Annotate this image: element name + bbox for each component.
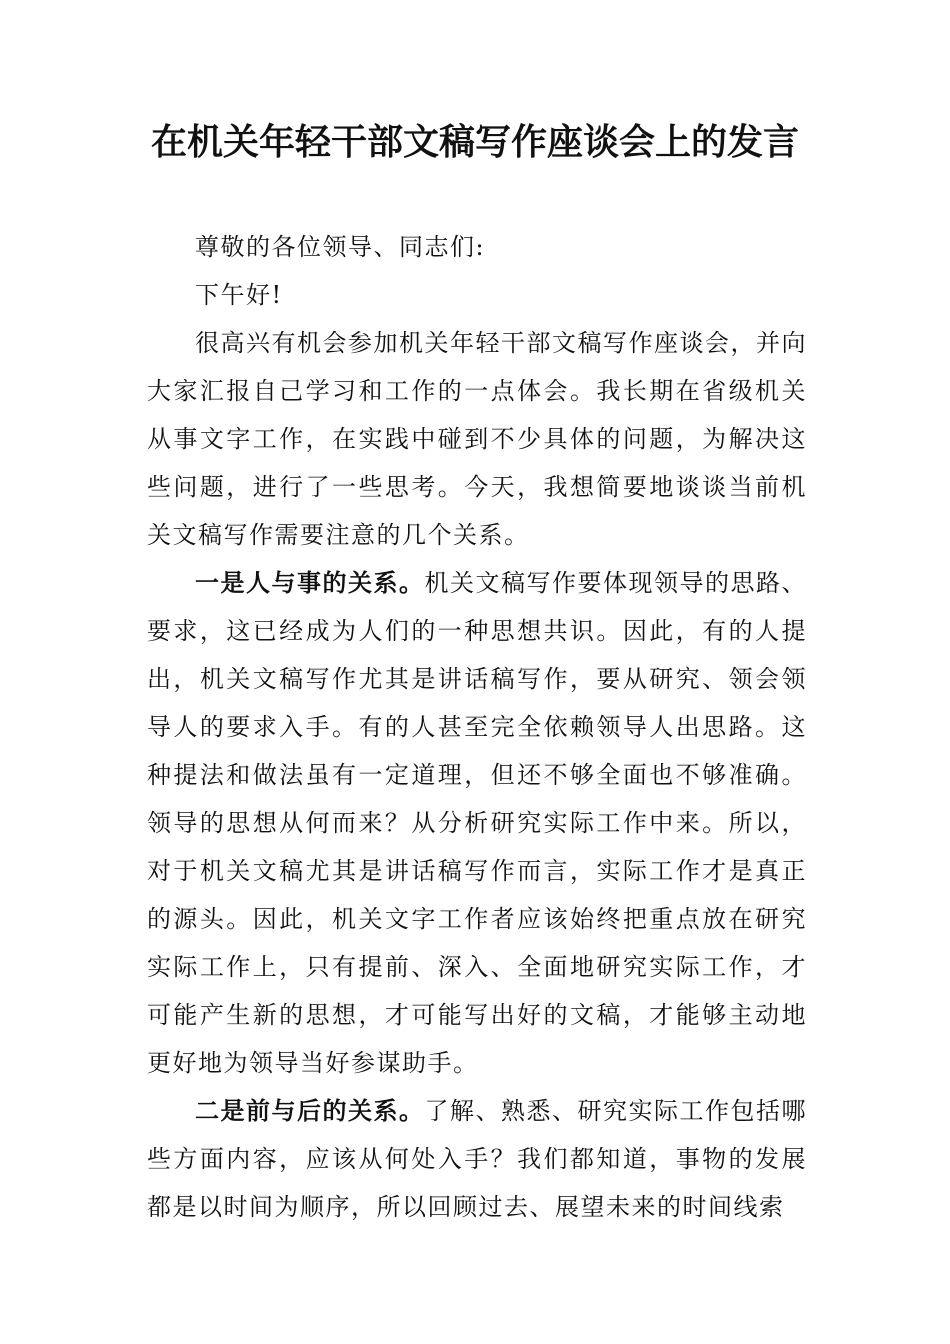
section-paragraph-2 xyxy=(147,1087,807,1231)
section-text-1: 机关文稿写作要体现领导的思路、要求，这已经成为人们的一种思想共识。因此，有的人提出，机关文稿写作尤其是讲话稿写作，要从研究、领会领导人的要求入手。有的人甚至完全依赖领导人出思路。这种提法和做法虽有一定道理，但还不够全面也不够准确。领导的思想从何而来？从分析研究实际工作中来。所以，对于机关文稿尤其是讲话稿写作而言，实际工作才是真正的源头。因此，机关文字工作者应该始终把重点放在研究实际工作上，只有提前、深入、全面地研究实际工作，才可能产生新的思想，才可能写出好的文稿，才能够主动地更好地为领导当好参谋助手。 xyxy=(147,569,807,1077)
section-paragraph-1 xyxy=(147,559,807,1087)
intro-paragraph: 很高兴有机会参加机关年轻干部文稿写作座谈会，并向大家汇报自己学习和工作的一点体会。我长期在省级机关从事文字工作，在实践中碰到不少具体的问题，为解决这些问题，进行了一些思考。今天，我想简要地谈谈当前机关文稿写作需要注意的几个关系。 xyxy=(147,329,807,549)
document-title: 在机关年轻干部文稿写作座谈会上的发言 xyxy=(150,121,799,163)
section-heading-1: 一是人与事的关系。 xyxy=(195,568,425,597)
section-text-2: 了解、熟悉、研究实际工作包括哪些方面内容，应该从何处入手？我们都知道，事物的发展都是以时间为顺序，所以回顾过去、展望未来的时间线索 xyxy=(147,1097,807,1221)
greeting: 下午好! xyxy=(195,281,283,309)
section-heading-2: 二是前与后的关系。 xyxy=(195,1096,425,1125)
salutation: 尊敬的各位领导、同志们: xyxy=(195,233,486,261)
document-body xyxy=(147,223,807,1231)
